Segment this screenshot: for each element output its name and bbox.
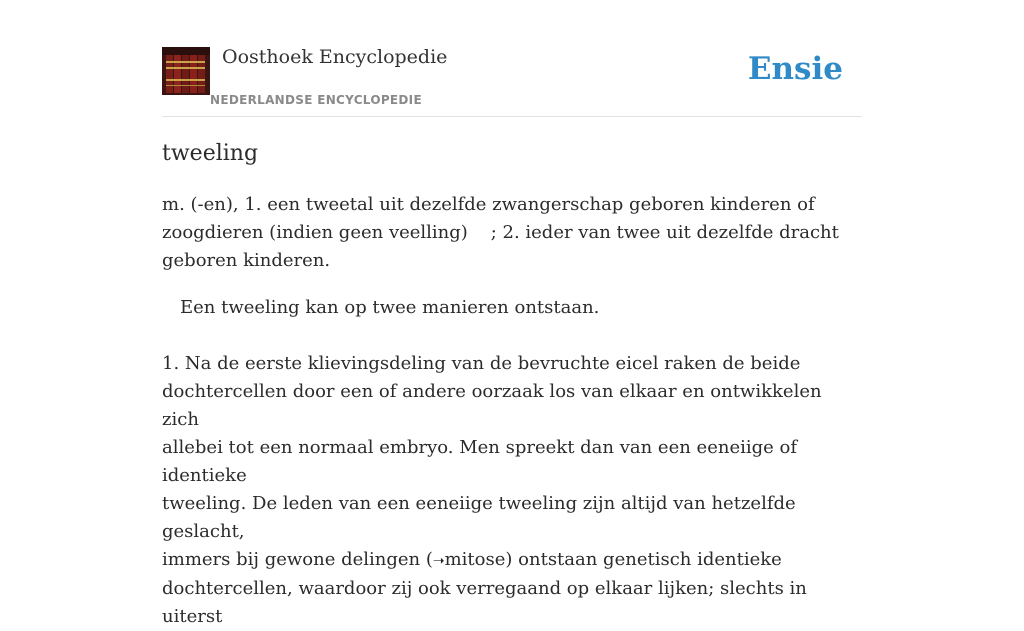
site-subtitle: NEDERLANDSE ENCYCLOPEDIE [210, 93, 422, 107]
entry-title: tweeling [162, 141, 259, 166]
entry-content [162, 137, 862, 631]
body-line: allebei tot een normaal embryo. Men spreekt dan van een eeneiige of identieke [162, 437, 798, 486]
site-title[interactable]: Oosthoek Encyclopedie [222, 46, 448, 68]
encyclopedia-books-logo[interactable] [162, 47, 210, 95]
body-line: dochtercellen door een of andere oorzaak los van elkaar en ontwikkelen zich [162, 381, 822, 430]
definition-line: geboren kinderen. [162, 250, 331, 271]
definition-line: m. (-en), 1. een tweetal uit dezelfde zwangerschap geboren kinderen of [162, 194, 815, 215]
body-line: 1. Na de eerste klievingsdeling van de bevruchte eicel raken de beide [162, 353, 801, 374]
body-line: dochtercellen, waardoor zij ook verregaand op elkaar lijken; slechts in uiterst [162, 578, 807, 627]
ensie-brand-link[interactable]: Ensie [747, 51, 843, 87]
entry-body [162, 350, 862, 631]
body-line: ) ontstaan genetisch identieke [505, 549, 782, 570]
entry-definition [162, 191, 862, 275]
body-line: immers bij gewone delingen ( [162, 549, 433, 570]
arrow-right-icon: ➝ [432, 553, 445, 569]
body-line: tweeling. De leden van een eeneiige tweeling zijn altijd van hetzelfde geslacht, [162, 493, 796, 542]
entry-lead: Een tweeling kan op twee manieren ontstaan. [180, 297, 600, 318]
definition-line: zoogdieren (indien geen veelling) ; 2. ieder van twee uit dezelfde dracht [162, 222, 839, 243]
mitose-link[interactable]: mitose [444, 549, 506, 570]
site-header [162, 46, 862, 117]
